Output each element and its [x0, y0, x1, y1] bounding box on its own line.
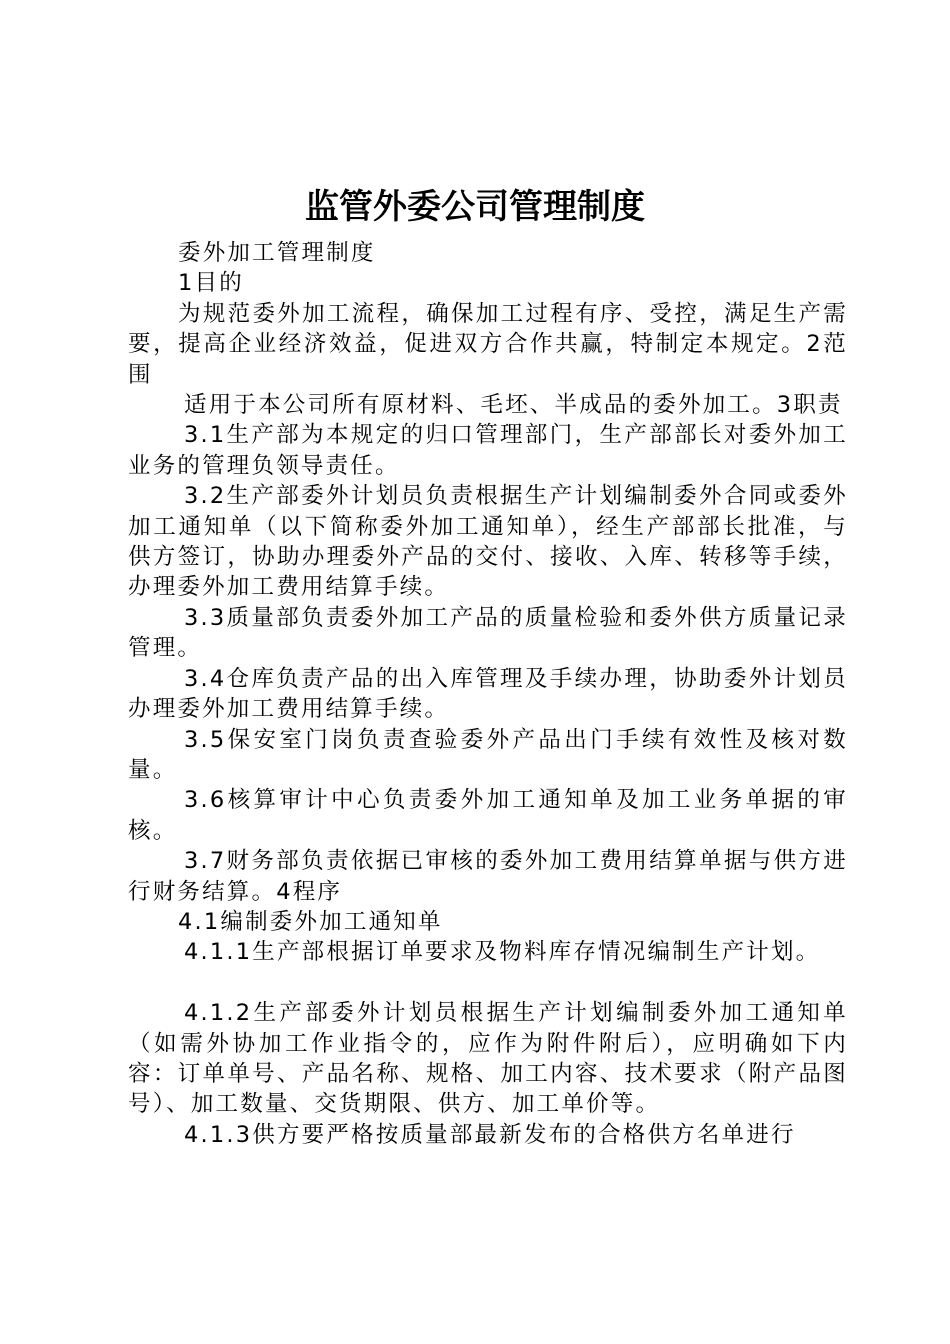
paragraph-spacer: [128, 968, 848, 998]
body-paragraph: 3.5保安室门岗负责查验委外产品出门手续有效性及核对数量。: [128, 726, 848, 783]
section-heading: 4.1编制委外加工通知单: [178, 908, 443, 935]
body-paragraph: 3.4仓库负责产品的出入库管理及手续办理，协助委外计划员办理委外加工费用结算手续。: [128, 665, 848, 723]
document-title: 监管外委公司管理制度: [305, 187, 645, 227]
body-paragraph: 3.7财务部负责依据已审核的委外加工费用结算单据与供方进行财务结算。4程序: [128, 848, 848, 905]
body-paragraph: 4.1.2生产部委外计划员根据生产计划编制委外加工通知单（如需外协加工作业指令的，应作为附件附后），应明确如下内容：订单单号、产品名称、规格、加工内容、技术要求（附产品图号）、加工数量、交货期限、供方、加工单价等。: [128, 1000, 848, 1118]
body-paragraph: 3.1生产部为本规定的归口管理部门，生产部部长对委外加工业务的管理负领导责任。: [128, 422, 848, 479]
document-body: [128, 238, 848, 1150]
body-paragraph: 4.1.3供方要严格按质量部最新发布的合格供方名单进行: [184, 1121, 796, 1148]
body-paragraph: 为规范委外加工流程，确保加工过程有序、受控，满足生产需要，提高企业经济效益，促进双方合作共赢，特制定本规定。2范围: [128, 300, 848, 388]
section-heading: 1目的: [178, 270, 244, 297]
body-paragraph: 3.3质量部负责委外加工产品的质量检验和委外供方质量记录管理。: [128, 604, 848, 662]
section-heading: 委外加工管理制度: [178, 240, 376, 266]
body-paragraph: 4.1.1生产部根据订单要求及物料库存情况编制生产计划。: [184, 939, 821, 966]
body-paragraph: 3.6核算审计中心负责委外加工通知单及加工业务单据的审核。: [128, 787, 848, 844]
body-paragraph: 适用于本公司所有原材料、毛坯、半成品的委外加工。3职责: [184, 392, 843, 419]
body-paragraph: 3.2生产部委外计划员负责根据生产计划编制委外合同或委外加工通知单（以下简称委外加工通知单），经生产部部长批准，与供方签订，协助办理委外产品的交付、接收、入库、转移等手续，办理委外加工费用结算手续。: [128, 483, 848, 601]
